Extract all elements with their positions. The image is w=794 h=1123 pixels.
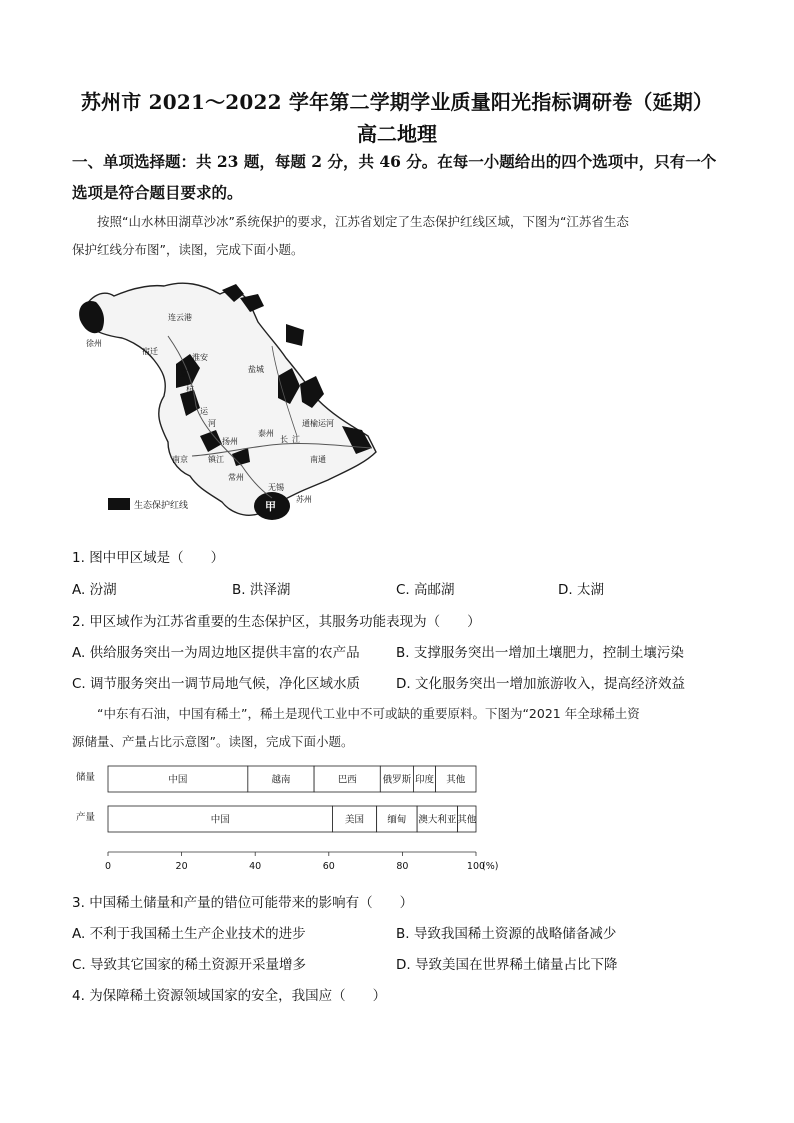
bar-label-production: 其他: [457, 814, 477, 826]
x-tick-label: 20: [175, 861, 188, 872]
q3-option-d[interactable]: D. 导致美国在世界稀土储量占比下降: [396, 957, 618, 973]
intro-map-line2: 保护红线分布图”，读图，完成下面小题。: [72, 242, 304, 257]
q1-option-a[interactable]: A. 汾湖: [72, 582, 117, 598]
x-tick-label: 80: [396, 861, 409, 872]
bar-label-reserves: 其他: [446, 774, 466, 786]
label-xuzhou: 徐州: [86, 339, 102, 348]
q2-option-c[interactable]: C. 调节服务突出一调节局地气候，净化区域水质: [72, 676, 361, 692]
label-wuxi: 无锡: [268, 483, 284, 492]
question-number: 2.: [72, 614, 85, 630]
intro-map-line1: 按照“山水林田湖草沙冰”系统保护的要求，江苏省划定了生态保护红线区域，下图为“江苏省生态: [97, 214, 629, 229]
q3-option-c[interactable]: C. 导致其它国家的稀土资源开采量增多: [72, 957, 307, 973]
question-stem: 甲区域作为江苏省重要的生态保护区，其服务功能表现为（ ）: [89, 614, 481, 630]
label-nanjing: 南京: [172, 455, 188, 464]
label-changzhou: 常州: [228, 473, 244, 482]
x-tick-label: 0: [104, 861, 112, 872]
q1-option-d[interactable]: D. 太湖: [558, 582, 604, 598]
legend-label: 生态保护红线: [134, 501, 189, 511]
question-3: [72, 891, 413, 911]
row-label-production: 产量: [76, 812, 96, 823]
label-zhenjiang: 镇江: [208, 455, 224, 464]
question-number: 1.: [72, 550, 85, 566]
redline-patch: [286, 324, 304, 346]
exam-title: 苏州市 2021～2022 学年第二学期学业质量阳光指标调研卷（延期）: [80, 90, 714, 114]
x-tick-label: 40: [249, 861, 262, 872]
intro-chart-line2: 源储量、产量占比示意图”。读图，完成下面小题。: [72, 734, 354, 749]
q3-option-a[interactable]: A. 不利于我国稀土生产企业技术的进步: [72, 926, 306, 942]
q2-option-a[interactable]: A. 供给服务突出一为周边地区提供丰富的农产品: [72, 645, 360, 661]
q1-option-c[interactable]: C. 高邮湖: [396, 582, 455, 598]
question-stem: 中国稀土储量和产量的错位可能带来的影响有（ ）: [89, 895, 414, 911]
q2-option-d[interactable]: D. 文化服务突出一增加旅游收入，提高经济效益: [396, 676, 685, 692]
label-lianyungang: 连云港: [168, 313, 192, 322]
q2-option-b[interactable]: B. 支撑服务突出一增加土壤肥力，控制土壤污染: [396, 645, 684, 661]
river-char-chang: 长: [280, 435, 288, 444]
bar-label-production: 缅甸: [387, 814, 407, 826]
x-tick-label: 60: [322, 861, 335, 872]
label-huaian: 淮安: [192, 353, 208, 362]
x-axis-unit: (%): [482, 861, 499, 872]
bar-label-production: 美国: [345, 814, 365, 826]
q1-option-b[interactable]: B. 洪泽湖: [232, 582, 291, 598]
label-yangzhou: 扬州: [222, 437, 238, 446]
question-stem: 图中甲区域是（ ）: [89, 550, 225, 566]
question-stem: 为保障稀土资源领域国家的安全，我国应（ ）: [89, 988, 387, 1004]
intro-chart-line1: “中东有石油，中国有稀土”，稀土是现代工业中不可或缺的重要原料。下图为“2021 年全球稀土资: [97, 706, 640, 721]
intro-chart: [72, 700, 722, 756]
river-char-he: 河: [208, 419, 216, 428]
exam-subject: 高二地理: [357, 122, 437, 146]
question-2: [72, 610, 481, 630]
legend-swatch: [108, 498, 130, 510]
river-char-jiang: 江: [292, 435, 300, 444]
jiangsu-ecological-redline-map: [72, 276, 392, 526]
section-heading-line1: 一、单项选择题：共 23 题，每题 2 分，共 46 分。在每一小题给出的四个选项中，只有一个: [72, 152, 717, 171]
river-char-jing: 京: [180, 369, 188, 378]
bar-label-reserves: 印度: [414, 774, 434, 786]
label-suqian: 宿迁: [142, 347, 158, 356]
bar-label-reserves: 俄罗斯: [382, 774, 412, 786]
x-tick-label: 100: [466, 861, 486, 872]
section-heading: [72, 146, 722, 208]
bar-label-reserves: 越南: [271, 774, 291, 786]
label-suzhou: 苏州: [296, 495, 312, 504]
bar-label-production: 澳大利亚: [418, 814, 457, 826]
river-char-hang: 杭: [186, 385, 194, 394]
question-4: [72, 984, 386, 1004]
section-heading-line2: 选项是符合题目要求的。: [72, 183, 243, 202]
label-tongyu-canal: 通榆运河: [302, 419, 334, 428]
bar-label-production: 中国: [210, 814, 230, 826]
rare-earth-chart: [72, 758, 512, 878]
river-char-yun: 运: [200, 407, 208, 416]
bar-label-reserves: 巴西: [337, 774, 357, 786]
label-taizhou: 泰州: [258, 429, 274, 438]
q3-option-b[interactable]: B. 导致我国稀土资源的战略储备减少: [396, 926, 617, 942]
question-number: 4.: [72, 988, 85, 1004]
label-nantong: 南通: [310, 455, 326, 464]
intro-map: [72, 208, 722, 264]
row-label-reserves: 储量: [76, 772, 96, 783]
question-1: [72, 546, 224, 566]
bar-label-reserves: 中国: [168, 774, 188, 786]
marker-jia: 甲: [265, 500, 276, 513]
label-yancheng: 盐城: [248, 365, 264, 374]
question-number: 3.: [72, 895, 85, 911]
